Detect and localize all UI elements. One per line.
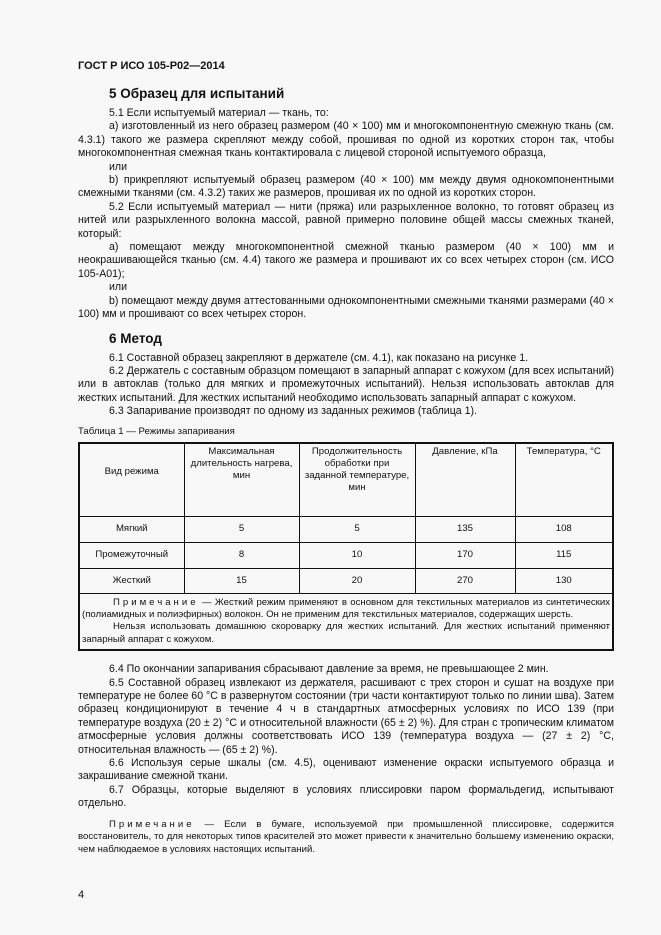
paragraph: 6.2 Держатель с составным образцом помещают в запарный аппарат с кожухом (для всех испытаний) или в автоклав (только для мягких и промежуточных испытаний). Нельзя использовать автоклав для жестких испытаний. Для жестких испытаний необходимо использовать запарный аппарат с кожухом. [78,364,614,404]
table-cell: 5 [184,516,299,542]
document-page [78,60,614,857]
note-text: — Если в бумаге, используемой при промышленной плиссировке, содержится восстановитель, то для некоторых типов красителей это может привести к значительно большему изменению окраски, чем наблюдаемое в условиях настоящих испытаний. [78,818,614,856]
paragraph: 5.1 Если испытуемый материал — ткань, то: [109,107,329,119]
note-text: Нельзя использовать домашнюю скороварку для жестких испытаний. Для жестких испытаний применяют запарный аппарат с кожухом. [82,621,610,645]
table-cell: 170 [415,542,515,568]
column-header: Продолжительность обработки при заданной температуре, мин [299,443,415,517]
table-cell: 130 [515,568,613,593]
paragraph: или [109,160,128,173]
table-header-row [79,443,613,517]
table-cell: 20 [299,568,415,593]
paragraph: 6.3 Запаривание производят по одному из заданных режимов (таблица 1). [109,405,477,418]
column-header: Вид режима [79,443,184,517]
paragraph: b) прикрепляют испытуемый образец размером (40 × 100) мм между двумя однокомпонентными смежными тканями (см. 4.3.2) таких же размеров, прошивая их по одной из коротких сторон. [78,174,614,200]
table-caption: Таблица 1 — Режимы запаривания [78,425,235,437]
table-cell: 135 [415,516,515,542]
table-row [79,516,613,542]
table-note-row [79,593,613,650]
page-number: 4 [78,889,85,901]
paragraph: или [109,281,128,294]
section-6-heading: 6 Метод [109,330,162,346]
table-note [79,593,613,650]
table-cell: Промежуточный [79,542,184,568]
table-cell: 5 [299,516,415,542]
table-cell: 108 [515,516,613,542]
paragraph: b) помещают между двумя аттестованными однокомпонентными смежными тканями размерами (40 × 100) мм и прошивают со всех четырех сторон. [78,294,614,321]
paragraph: 6.4 По окончании запаривания сбрасывают давление за время, не превышающее 2 мин. [109,663,549,676]
column-header: Давление, кПа [415,443,515,517]
table-row [79,542,613,568]
column-header: Максимальная длительность нагрева, мин [184,443,299,517]
table-cell: Жесткий [79,568,184,593]
paragraph: 6.6 Используя серые шкалы (см. 4.5), оценивают изменение окраски испытуемого образца и закрашивание смежной ткани. [78,757,614,783]
table-cell: 8 [184,542,299,568]
section-5-heading: 5 Образец для испытаний [109,86,285,101]
paragraph: 6.5 Составной образец извлекают из держателя, расшивают с трех сторон и сушат на воздухе при температуре не более 60 °С в развернутом состоянии (три части контактируют только по линии шва). Затем образец кондиционируют в течение 4 ч в стандартных атмосферных условиях по ИСО 139 (при температуре воздуха (20 ± 2) °С и относительной влажности (65 ± 2) %). Для стран с тропическим климатом атмосферные условия должны соответствовать ИСО 139 (температура воздуха — (27 ± 2) °С, относительная влажность — (65 ± 2) %). [78,676,614,756]
table-cell: Мягкий [79,516,184,542]
note-label: Примечание [113,596,199,608]
table-cell: 15 [184,568,299,593]
document-header: ГОСТ Р ИСО 105-Р02—2014 [78,60,225,72]
table-cell: 10 [299,542,415,568]
table-cell: 115 [515,542,613,568]
paragraph: a) помещают между многокомпонентной смежной тканью размером (40 × 100) мм и неокрашивающейся тканью (см. 4.4) такого же размера и прошивают их со всех четырех сторон (см. ИСО 105-А01); [78,241,614,280]
paragraph: 5.2 Если испытуемый материал — нити (пряжа) или разрыхленное волокно, то готовят образец из нитей или разрыхленного волокна массой, равной примерно половине общей массы смежных тканей, который: [78,200,614,240]
note-text: — Жесткий режим применяют в основном для текстильных материалов из синтетических (полиамидных и полиэфирных) волокон. Он не применим для текстильных материалов, содержащих шерсть. [82,596,610,620]
paragraph: 6.1 Составной образец закрепляют в держателе (см. 4.1), как показано на рисунке 1. [109,351,529,364]
note-label: Примечание [109,818,195,830]
paragraph: a) изготовленный из него образец размером (40 × 100) мм и многокомпонентную смежную ткань (см. 4.3.1) такого же размера скрепляют между собой, прошивая по одной из коротких сторон так, чтобы многокомпонентная смежная ткань контактировала с лицевой стороной испытуемого образца, [78,120,614,160]
steaming-modes-table [78,442,614,652]
column-header: Температура, °С [515,443,613,517]
table-row [79,568,613,593]
paragraph: 6.7 Образцы, которые выделяют в условиях плиссировки паром формальдегид, испытывают отдельно. [78,783,614,810]
table-cell: 270 [415,568,515,593]
section-note [78,819,614,857]
